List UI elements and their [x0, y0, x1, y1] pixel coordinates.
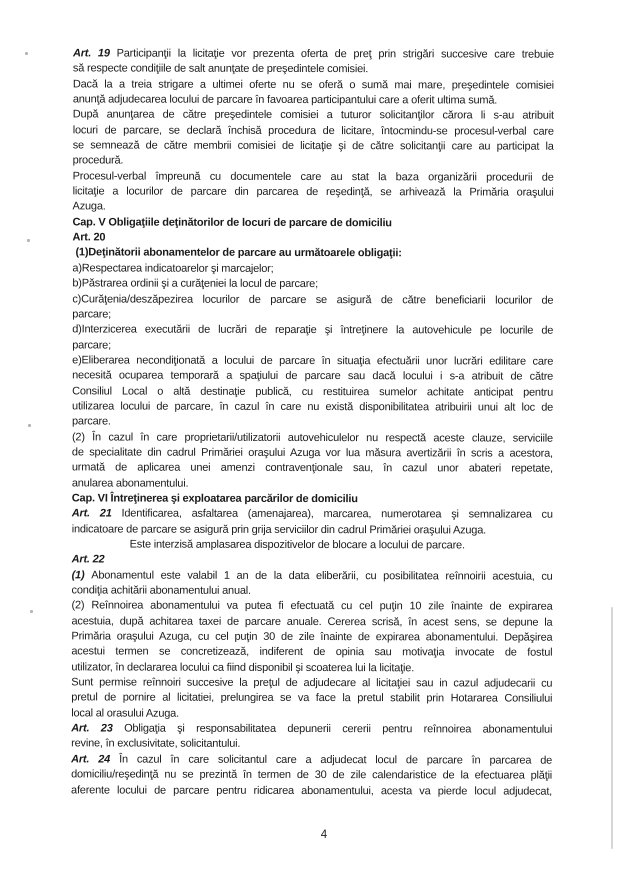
text-line: [72, 338, 553, 355]
text-line: [72, 583, 553, 600]
text-line: [72, 568, 553, 585]
text-segment: parcare;: [72, 338, 111, 352]
text-line: [73, 92, 554, 109]
scan-edge-artifact: [611, 607, 613, 849]
text-line: [71, 629, 552, 646]
text-line: [71, 706, 552, 723]
text-segment: anularea abonamentului.: [71, 476, 189, 490]
text-segment: Azuga.: [72, 200, 106, 213]
text-segment: Identificarea, asfaltarea (amenajarea), marcarea, numerotarea şi semnalizarea cu: [121, 507, 553, 521]
text-segment: Este interzisă amplasarea dispozitivelor de blocare a locului de parcare.: [129, 538, 465, 552]
text-segment: acestui termen se concretizează, indiferent de opinia sau motivaţia invocate de fostul: [71, 645, 553, 660]
text-line: [72, 292, 553, 309]
text-segment: Primăria oraşului Azuga, cu cel puţin 30 de zile înainte de expirarea abonamentului. Depăşirea: [71, 630, 553, 644]
text-line: [73, 77, 554, 94]
text-segment: Art. 24: [71, 753, 120, 766]
text-line: [73, 154, 554, 171]
text-line: [72, 384, 553, 401]
text-line: [73, 138, 554, 155]
text-segment: În cazul în care solicitantul care a adjudecat locul de parcare în parcarea de: [119, 753, 553, 767]
text-line: [71, 768, 552, 785]
text-segment: Dacă la a treia strigare a ultimei oferte nu se oferă o sumă mai mare, preşedintele comisiei: [72, 78, 554, 92]
text-segment: Participanţii la licitaţie vor prezenta oferta de preţ prin strigări succesive care trebuie: [116, 47, 554, 61]
text-line: [72, 246, 553, 263]
text-line: [72, 522, 553, 539]
text-segment: Art. 20: [72, 231, 106, 244]
scan-speck: [28, 424, 31, 427]
text-segment: parcare;: [72, 308, 112, 321]
text-line: [73, 62, 554, 79]
text-line: [72, 307, 553, 324]
text-segment: c)Curăţenia/deszăpezirea locurilor de parcare se asigură de către beneficiarii locurilor de: [72, 292, 554, 307]
text-segment: local al orasului Azuga.: [71, 707, 179, 720]
text-segment: După anunţarea de către preşedintele comisiei a tuturor solicitanţilor cărora li s-au atribuit: [72, 108, 554, 123]
text-line: [72, 230, 553, 247]
text-segment: utilizator, în declararea locului ca fiind disponibil şi scoaterea lui la licitaţie.: [71, 661, 415, 675]
text-segment: b)Păstrarea ordinii şi a curăţeniei la locul de parcare;: [72, 277, 318, 291]
text-segment: Obligaţia şi responsabilitatea depunerii cererii pentru reînnoirea abonamentului: [124, 722, 553, 736]
text-line: [73, 184, 554, 201]
text-segment: locuri de parcare, se declară închisă procedura de licitare, întocmindu-se procesul-verbal care: [72, 124, 554, 138]
text-segment: domiciliu/reşedinţă nu se prezintă în termen de 30 de zile calendaristice de la efectuarea plăţii: [71, 768, 553, 782]
text-line: [72, 507, 553, 524]
text-segment: procedură.: [72, 154, 124, 167]
text-segment: anunţă adjudecarea locului de parcare în favoarea participantului care a oferit ultima sumă.: [72, 93, 498, 107]
text-line: [72, 323, 553, 340]
text-line: [72, 369, 553, 386]
text-segment: (1): [71, 569, 92, 582]
text-line: [72, 277, 553, 294]
text-segment: Art. 23: [71, 722, 125, 735]
text-segment: să respecte condiţiile de salt anunţate de preşedintele comisiei.: [72, 62, 369, 76]
text-segment: e)Eliberarea necondiţionată a locului de parcare în situaţia efectuării unor lucrări edilitare care: [72, 354, 554, 368]
text-line: [73, 46, 554, 63]
text-line: [71, 660, 552, 677]
text-line: [72, 445, 553, 462]
text-line: [72, 476, 553, 493]
text-segment: (1)Deţinătorii abonamentelor de parcare au următoarele obligaţii:: [75, 246, 402, 260]
text-line: [72, 537, 553, 554]
text-line: [72, 553, 553, 570]
text-line: [73, 200, 554, 217]
text-segment: Cap. VI Întreţinerea şi exploatarea parcărilor de domiciliu: [71, 492, 358, 506]
text-line: [72, 399, 553, 416]
text-segment: revine, în exclusivitate, solicitantului.: [71, 737, 241, 751]
text-line: [71, 721, 552, 738]
text-segment: d)Interzicerea executării de lucrări de reparaţie şi întreţinere la autovehicule pe locurile de: [72, 323, 554, 337]
text-line: [72, 491, 553, 508]
text-segment: acestuia, după achitarea taxei de parcare anuale. Cererea scrisă, în acest sens, se depune la: [71, 615, 553, 629]
text-segment: parcare.: [71, 415, 111, 428]
scan-speck: [30, 610, 33, 613]
text-line: [72, 461, 553, 478]
text-segment: (2) Reînnoirea abonamentului va putea fi efectuată cu cel puţin 10 zile înainte de expirarea: [71, 599, 553, 614]
text-segment: aferente locului de parcare pentru ridicarea abonamentului, acesta va pierde locul adjudecat,: [71, 783, 553, 798]
text-line: [71, 599, 552, 616]
text-segment: Procesul-verbal împreună cu documentele care au stat la baza organizării procedurii de: [72, 170, 554, 184]
text-segment: condiţia achitării abonamentului anual.: [71, 584, 251, 597]
text-line: [71, 737, 552, 754]
text-segment: indicatoare de parcare se asigură prin grija serviciilor din cadrul Primăriei oraşului Azuga.: [71, 523, 487, 537]
text-line: [72, 430, 553, 447]
text-segment: licitaţie a locurilor de parcare din parcarea de reşedinţă, se arhivează la Primăria oraşului: [72, 185, 554, 199]
text-segment: Art. 21: [71, 507, 122, 520]
text-line: [73, 169, 554, 186]
text-segment: Cap. V Obligaţiile deţinătorilor de locuri de parcare de domiciliu: [72, 216, 392, 229]
text-line: [72, 261, 553, 278]
text-segment: Art. 19: [72, 47, 117, 60]
text-line: [71, 645, 552, 662]
text-segment: Consiliul Local o altă destinaţie publică, cu restituirea sumelor achitate anticipat pentru: [72, 384, 554, 399]
text-line: [73, 108, 554, 125]
text-line: [71, 752, 552, 769]
scan-speck: [25, 52, 28, 55]
text-segment: Sunt permise reînnoiri succesive la preţul de adjudecare al licitaţiei sau in cazul adjudecarii cu: [71, 676, 553, 690]
text-line: [72, 353, 553, 370]
text-line: [72, 415, 553, 432]
text-line: [73, 123, 554, 140]
text-segment: se semnează de către membrii comisiei de licitaţie şi de către solicitanţii care au participat la: [72, 139, 554, 153]
text-block: [71, 46, 554, 799]
text-segment: a)Respectarea indicatoarelor şi marcajelor;: [72, 262, 274, 275]
text-segment: urmată de aplicarea unei amenzi contravenţionale sau, în cazul unor abateri repetate,: [71, 461, 553, 475]
text-line: [71, 614, 552, 631]
text-line: [71, 783, 552, 800]
text-line: [71, 691, 552, 708]
page-number: 4: [320, 829, 328, 841]
text-line: [71, 675, 552, 692]
text-segment: Abonamentul este valabil 1 an de la data eliberării, cu posibilitatea reînnoirii acestuia, cu: [91, 569, 553, 583]
text-line: [73, 215, 554, 232]
text-segment: (2) În cazul în care proprietarii/utilizatorii autovehiculelor nu respectă aceste clauze, serviciile: [71, 430, 553, 445]
text-segment: necesită ocuparea temporară a spaţiului de parcare sau dacă locului i s-a atribuit de către: [72, 369, 554, 383]
text-segment: Art. 22: [71, 553, 105, 566]
scan-speck: [27, 239, 30, 242]
text-segment: de specialitate din cadrul Primăriei oraşului Azuga vor lua măsura avertizării în scris a acestora,: [71, 446, 553, 460]
text-segment: utilizarea locului de parcare, în cazul în care nu există disponibilitatea atribuirii unui alt loc de: [72, 400, 554, 414]
text-segment: pretul de pornire al licitatiei, prelungirea se va face la pretul stabilit prin Hotararea Consiliului: [71, 691, 553, 706]
